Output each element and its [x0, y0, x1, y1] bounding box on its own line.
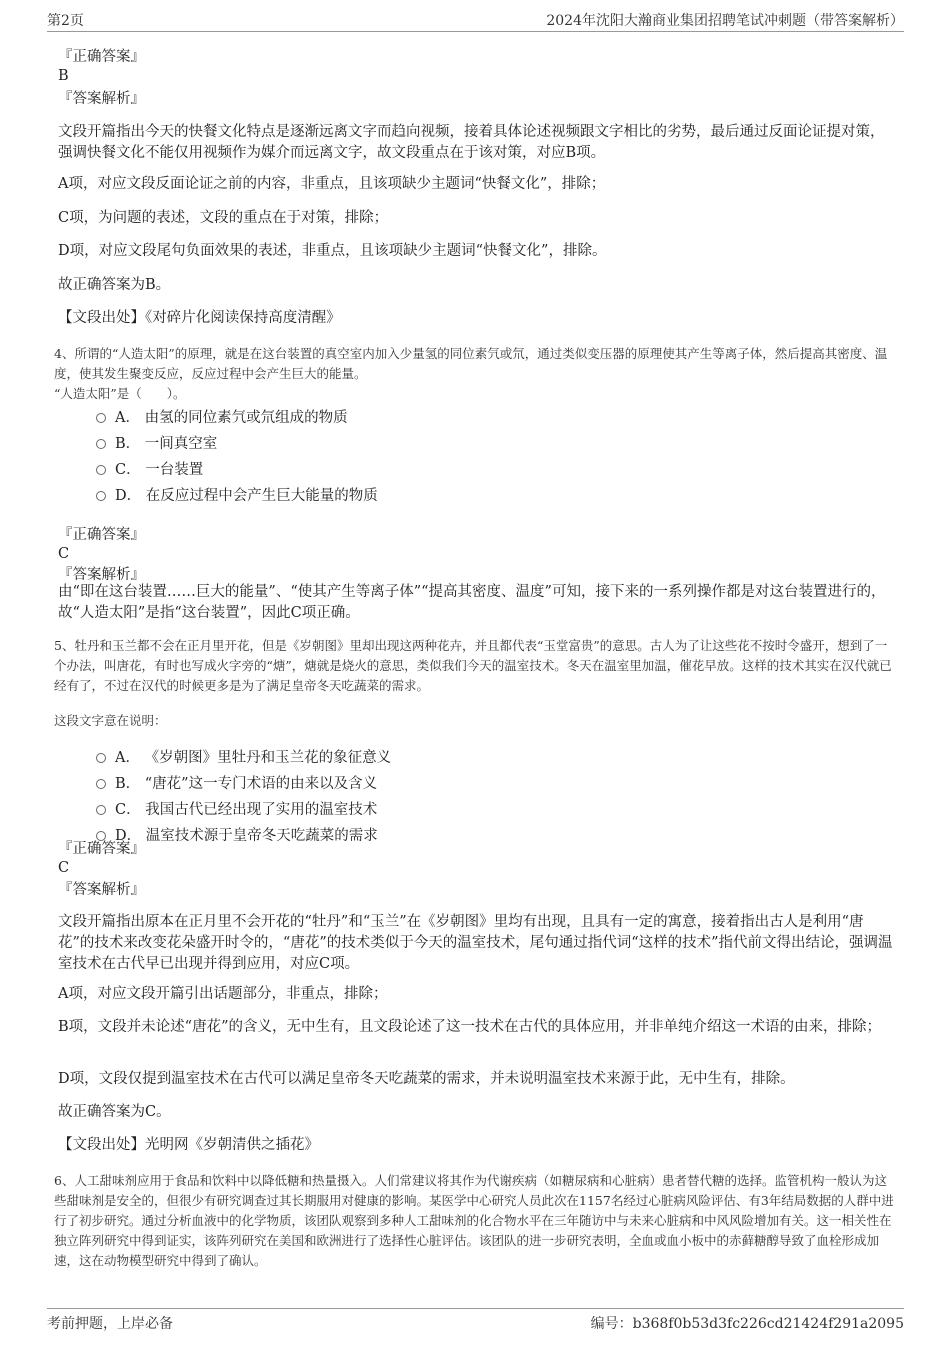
footer-slogan: 考前押题，上岸必备	[47, 1316, 173, 1332]
q4-prompt: “人造太阳”是（ ）。	[54, 386, 186, 401]
q4-option-c[interactable]: C． 一台装置	[96, 458, 203, 479]
radio-icon[interactable]	[96, 465, 106, 475]
q5-analysis-p2: A项，对应文段开篇引出话题部分，非重点，排除；	[58, 986, 388, 1002]
radio-icon[interactable]	[96, 413, 106, 423]
q5-option-a[interactable]: A． 《岁朝图》里牡丹和玉兰花的象征意义	[96, 746, 391, 767]
document-title: 2024年沈阳大瀚商业集团招聘笔试冲刺题（带答案解析）	[546, 13, 904, 29]
q6-stem: 6、人工甜味剂应用于食品和饮料中以降低糖和热量摄入。人们常建议将其作为代谢疾病（如糖尿病和心脏病）患者替代糖的选择。监管机构一般认为这些甜味剂是安全的，但很少有研究调查过其长期服用对健康的影响。某医学中心研究人员此次在1157名经过心脏病风险评估、有3年结局数据的人群中进行了初步研究。通过分析血液中的化学物质，该团队观察到多种人工甜味剂的化合物水平在三年随访中与未来心脏病和中风风险增加有关。这一相关性在独立阵列研究中得到证实，该阵列研究在美国和欧洲进行了选择性心脏评估。该团队的进一步研究表明，全血或血小板中的赤藓糖醇导致了血栓形成加速，这在动物模型研究中得到了确认。	[54, 1173, 894, 1268]
q4-stem: 4、所谓的“人造太阳”的原理，就是在这台装置的真空室内加入少量氢的同位素氕或氘，通过类似变压器的原理使其产生等离子体，然后提高其密度、温度，使其发生聚变反应，反应过程中会产生巨大的能量。	[54, 346, 888, 381]
radio-icon[interactable]	[96, 753, 106, 763]
q5-option-d[interactable]: D． 温室技术源于皇帝冬天吃蔬菜的需求	[96, 824, 378, 845]
q3-answer: B	[58, 68, 69, 84]
q5-prompt: 这段文字意在说明：	[54, 713, 167, 728]
radio-icon[interactable]	[96, 491, 106, 501]
radio-icon[interactable]	[96, 439, 106, 449]
radio-icon[interactable]	[96, 805, 106, 815]
q4-analysis-label: 『答案解析』	[58, 567, 145, 583]
q5-analysis-label: 『答案解析』	[58, 882, 145, 898]
q5-analysis-p3: B项，文段并未论述“唐花”的含义，无中生有，且文段论述了这一技术在古代的具体应用，并非单纯介绍这一术语的由来，排除；	[58, 1019, 881, 1035]
page-number: 第2页	[47, 13, 84, 29]
q5-option-c[interactable]: C． 我国古代已经出现了实用的温室技术	[96, 798, 377, 819]
q3-analysis-label: 『答案解析』	[58, 91, 145, 107]
q5-answer-label: 『正确答案』	[58, 841, 145, 857]
q5-analysis-p5: 故正确答案为C。	[58, 1104, 171, 1120]
q5-option-b[interactable]: B． “唐花”这一专门术语的由来以及含义	[96, 772, 377, 793]
q4-answer: C	[58, 546, 70, 562]
q5-answer: C	[58, 860, 70, 876]
q3-analysis-p3: C项，为问题的表述，文段的重点在于对策，排除；	[58, 210, 389, 226]
q3-analysis-p2: A项，对应文段反面论证之前的内容，非重点，且该项缺少主题词“快餐文化”，排除；	[58, 176, 606, 192]
q4-answer-label: 『正确答案』	[58, 527, 145, 543]
document-code: 编号：b368f0b53d3fc226cd21424f291a2095	[590, 1316, 904, 1332]
q3-analysis-p4: D项，对应文段尾句负面效果的表述，非重点，且该项缺少主题词“快餐文化”，排除。	[58, 243, 607, 259]
q4-option-a[interactable]: A． 由氢的同位素氕或氘组成的物质	[96, 406, 348, 427]
q4-option-d[interactable]: D． 在反应过程中会产生巨大能量的物质	[96, 484, 378, 505]
header-divider	[47, 31, 904, 32]
q3-source: 【文段出处】《对碎片化阅读保持高度清醒》	[58, 310, 341, 326]
q3-analysis-p1: 文段开篇指出今天的快餐文化特点是逐渐远离文字而趋向视频，接着具体论述视频跟文字相比的劣势，最后通过反面论证提对策，强调快餐文化不能仅用视频作为媒介而远离文字，故文段重点在于该对策，对应B项。	[58, 124, 885, 161]
q5-source: 【文段出处】光明网《岁朝清供之插花》	[58, 1137, 319, 1153]
q4-analysis: 由“即在这台装置……巨大的能量”、“使其产生等离子体”“提高其密度、温度”可知，接下来的一系列操作都是对这台装置进行的，故“人造太阳”是指“这台装置”，因此C项正确。	[58, 584, 886, 621]
q5-stem: 5、牡丹和玉兰都不会在正月里开花，但是《岁朝图》里却出现这两种花卉，并且都代表“玉堂富贵”的意思。古人为了让这些花不按时令盛开，想到了一个办法，叫唐花，有时也写成火字旁的“煻”，煻就是烧火的意思，类似我们今天的温室技术。冬天在温室里加温，催花早放。这样的技术其实在汉代就已经有了，不过在汉代的时候更多是为了满足皇帝冬天吃蔬菜的需求。	[54, 638, 892, 693]
footer-divider	[47, 1308, 904, 1309]
q5-analysis-p4: D项，文段仅提到温室技术在古代可以满足皇帝冬天吃蔬菜的需求，并未说明温室技术来源于此，无中生有，排除。	[58, 1071, 795, 1087]
radio-icon[interactable]	[96, 779, 106, 789]
q3-answer-label: 『正确答案』	[58, 49, 145, 65]
q3-analysis-p5: 故正确答案为B。	[58, 277, 171, 293]
q4-option-b[interactable]: B． 一间真空室	[96, 432, 217, 453]
q5-analysis-p1: 文段开篇指出原本在正月里不会开花的“牡丹”和“玉兰”在《岁朝图》里均有出现，且具有一定的寓意，接着指出古人是利用“唐花”的技术来改变花朵盛开时令的，“唐花”的技术类似于今天的温室技术，尾句通过指代词“这样的技术”指代前文得出结论，强调温室技术在古代早已出现并得到应用，对应C项。	[58, 914, 893, 972]
